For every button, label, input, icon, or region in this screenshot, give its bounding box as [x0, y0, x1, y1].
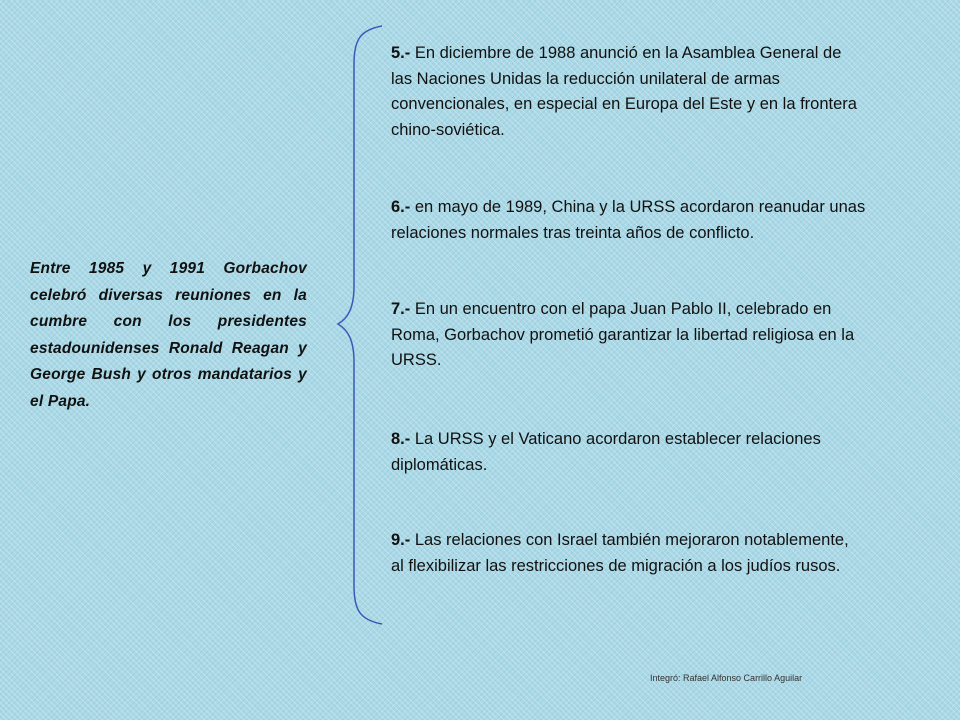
point-text: La URSS y el Vaticano acordaron establecer relaciones diplomáticas. — [391, 430, 821, 474]
point-text: Las relaciones con Israel también mejoraron notablemente, al flexibilizar las restricciones de migración a los judíos rusos. — [391, 531, 849, 575]
point-7 — [391, 297, 866, 374]
author-credit: Integró: Rafael Alfonso Carrillo Aguilar — [650, 673, 803, 683]
point-number: 6.- — [391, 198, 411, 216]
intro-text: Entre 1985 y 1991 Gorbachov celebró diversas reuniones en la cumbre con los presidentes estadounidenses Ronald Reagan y George Bush y otros mandatarios y el Papa. — [30, 260, 307, 410]
point-8 — [391, 427, 866, 478]
curly-brace — [336, 24, 386, 626]
point-5 — [391, 41, 866, 143]
point-number: 7.- — [391, 300, 411, 318]
point-6 — [391, 195, 866, 246]
point-number: 8.- — [391, 430, 411, 448]
point-number: 9.- — [391, 531, 411, 549]
point-number: 5.- — [391, 44, 411, 62]
point-9 — [391, 528, 866, 579]
point-text: en mayo de 1989, China y la URSS acordaron reanudar unas relaciones normales tras treinta años de conflicto. — [391, 198, 866, 242]
point-text: En un encuentro con el papa Juan Pablo II, celebrado en Roma, Gorbachov prometió garantizar la libertad religiosa en la URSS. — [391, 300, 855, 369]
point-text: En diciembre de 1988 anunció en la Asamblea General de las Naciones Unidas la reducción unilateral de armas convencionales, en especial en Europa del Este y en la frontera chino-soviética. — [391, 44, 857, 139]
